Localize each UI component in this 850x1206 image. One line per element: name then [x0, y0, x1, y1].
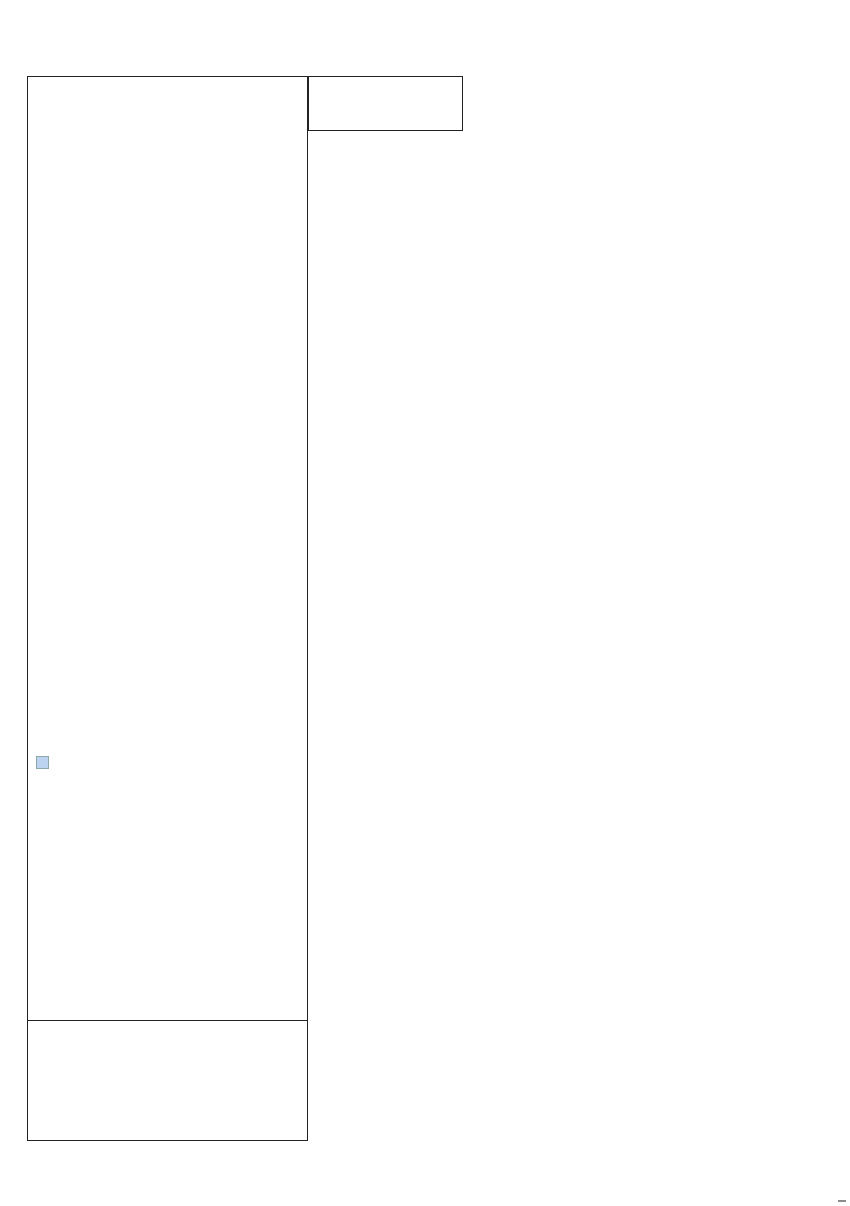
blue-area-swatch	[36, 756, 49, 769]
watermark	[838, 1200, 846, 1202]
photo-note-box	[27, 1021, 308, 1141]
cross-stitch-chart	[308, 76, 842, 1140]
legend-panel	[27, 76, 308, 1021]
chart-title-box	[308, 76, 463, 131]
